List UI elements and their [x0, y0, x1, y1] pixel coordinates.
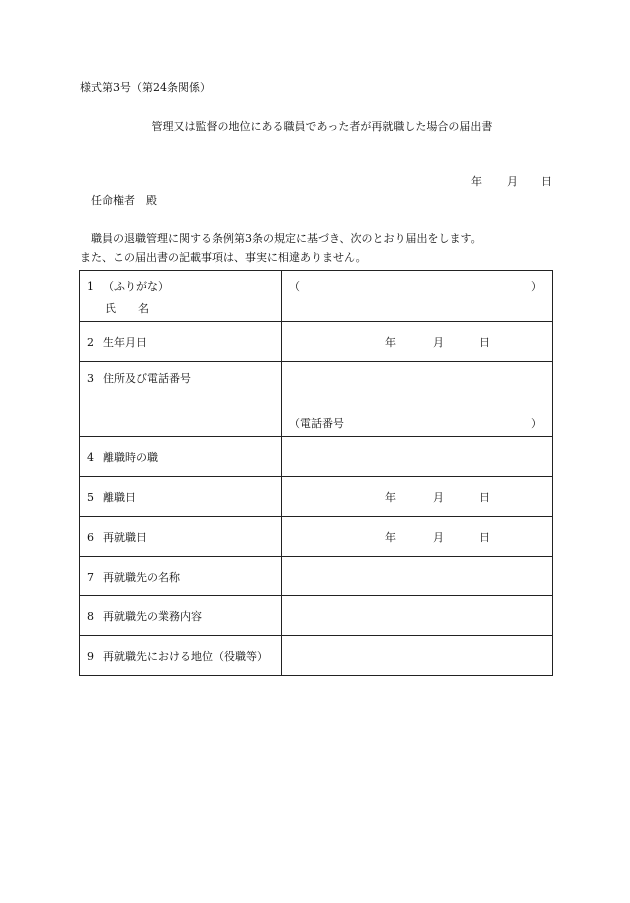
- retirement-date-label: 離職日: [103, 491, 136, 504]
- month-unit: 月: [433, 531, 444, 544]
- table-row-name: [80, 271, 553, 322]
- year-unit: 年: [385, 336, 396, 349]
- birthdate-input-cell[interactable]: [282, 322, 553, 362]
- address-input-cell[interactable]: [282, 362, 553, 437]
- row-number: 9: [87, 650, 94, 663]
- date-month: 月: [507, 175, 518, 188]
- day-unit: 日: [479, 336, 490, 349]
- row-number: 6: [87, 531, 94, 544]
- employer-name-input-cell[interactable]: [282, 557, 553, 596]
- table-row-address: [80, 362, 553, 437]
- employer-name-label: 再就職先の名称: [103, 571, 180, 584]
- year-unit: 年: [385, 531, 396, 544]
- close-paren: ）: [531, 417, 542, 430]
- table-row-employer-position: [80, 636, 553, 676]
- label-cell-employer-name: [80, 557, 282, 596]
- row-number: 3: [87, 372, 94, 385]
- label-cell-name: [80, 271, 282, 322]
- day-unit: 日: [479, 531, 490, 544]
- month-unit: 月: [433, 491, 444, 504]
- date-day: 日: [541, 175, 552, 188]
- body-text-line-1: 職員の退職管理に関する条例第3条の規定に基づき、次のとおり届出をします。: [91, 232, 482, 245]
- label-cell-employer-position: [80, 636, 282, 676]
- form-number: 様式第3号（第24条関係）: [80, 81, 211, 94]
- label-cell-employer-business: [80, 596, 282, 636]
- row-number: 7: [87, 571, 94, 584]
- row-number: 8: [87, 610, 94, 623]
- reemployment-date-label: 再就職日: [103, 531, 147, 544]
- birthdate-label: 生年月日: [103, 336, 147, 349]
- open-paren: （: [289, 280, 300, 293]
- year-unit: 年: [385, 491, 396, 504]
- table-row-retirement-date: [80, 477, 553, 517]
- table-row-last-position: [80, 437, 553, 477]
- table-row-reemployment-date: [80, 517, 553, 557]
- row-number: 4: [87, 451, 94, 464]
- close-paren: ）: [531, 280, 542, 293]
- employer-position-input-cell[interactable]: [282, 636, 553, 676]
- phone-label: （電話番号: [289, 417, 344, 430]
- retirement-date-input-cell[interactable]: [282, 477, 553, 517]
- row-number: 1: [87, 280, 94, 293]
- furigana-label: （ふりがな）: [103, 280, 169, 293]
- label-cell-last-position: [80, 437, 282, 477]
- label-cell-reemployment-date: [80, 517, 282, 557]
- addressee: 任命権者 殿: [91, 194, 157, 207]
- employer-business-input-cell[interactable]: [282, 596, 553, 636]
- table-row-employer-name: [80, 557, 553, 596]
- address-label: 住所及び電話番号: [103, 372, 191, 385]
- report-form-table: [79, 270, 553, 676]
- label-cell-address: [80, 362, 282, 437]
- label-cell-birthdate: [80, 322, 282, 362]
- reemployment-date-input-cell[interactable]: [282, 517, 553, 557]
- label-cell-retirement-date: [80, 477, 282, 517]
- employer-position-label: 再就職先における地位（役職等）: [103, 650, 268, 663]
- table-row-birthdate: [80, 322, 553, 362]
- month-unit: 月: [433, 336, 444, 349]
- last-position-label: 離職時の職: [103, 451, 158, 464]
- name-input-cell[interactable]: [282, 271, 553, 322]
- date-year: 年: [471, 175, 482, 188]
- last-position-input-cell[interactable]: [282, 437, 553, 477]
- employer-business-label: 再就職先の業務内容: [103, 610, 202, 623]
- row-number: 5: [87, 491, 94, 504]
- table-row-employer-business: [80, 596, 553, 636]
- name-label: 氏 名: [105, 302, 149, 315]
- document-title: 管理又は監督の地位にある職員であった者が再就職した場合の届出書: [151, 120, 493, 133]
- body-text-line-2: また、この届出書の記載事項は、事実に相違ありません。: [80, 251, 367, 264]
- row-number: 2: [87, 336, 94, 349]
- day-unit: 日: [479, 491, 490, 504]
